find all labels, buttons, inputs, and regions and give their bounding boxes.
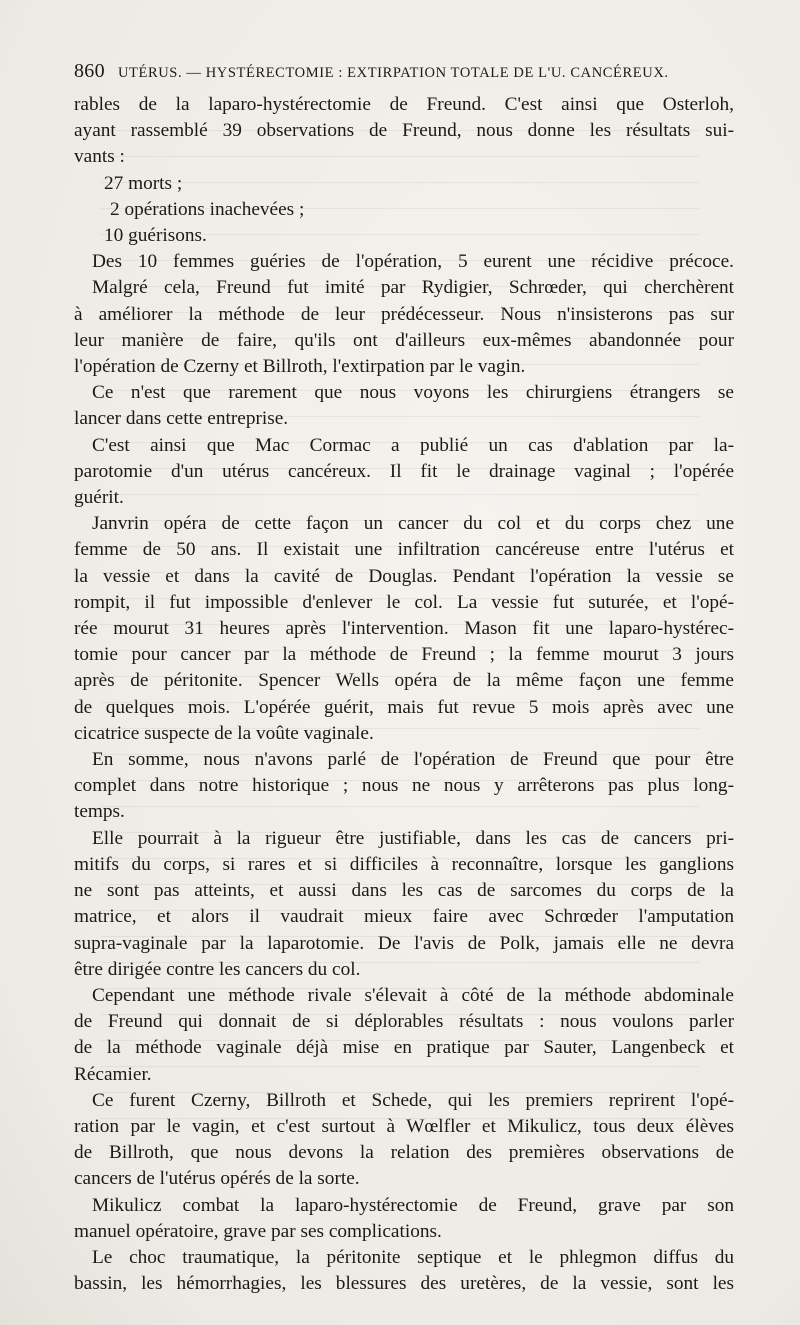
text-line: cicatrice suspecte de la voûte vaginale.: [74, 722, 374, 744]
text-line: matrice, et alors il vaudrait mieux faire avec Schrœder l'amputation: [74, 906, 734, 928]
text-line: rée mourut 31 heures après l'intervention. Mason fit une laparo-hystérec-: [74, 618, 734, 640]
text-line: à améliorer la méthode de leur prédécesseur. Nous n'insisterons pas sur: [74, 303, 734, 325]
text-line: mitifs du corps, si rares et si difficiles à reconnaître, lorsque les ganglions: [74, 853, 734, 875]
text-line: Janvrin opéra de cette façon un cancer du col et du corps chez une: [92, 513, 734, 535]
text-line: Récamier.: [74, 1063, 152, 1085]
text-line: tomie pour cancer par la méthode de Freund ; la femme mourut 3 jours: [74, 644, 734, 666]
text-line: manuel opératoire, grave par ses complications.: [74, 1220, 442, 1242]
text-line: après de péritonite. Spencer Wells opéra de la même façon une femme: [74, 670, 734, 692]
text-line: de la méthode vaginale déjà mise en pratique par Sauter, Langenbeck et: [74, 1037, 734, 1059]
text-line: bassin, les hémorrhagies, les blessures des uretères, de la vessie, sont les: [74, 1273, 734, 1295]
text-line: Malgré cela, Freund fut imité par Rydigier, Schrœder, qui cherchèrent: [92, 277, 734, 299]
text-line: ne sont pas atteints, et aussi dans les cas de sarcomes du corps de la: [74, 880, 734, 902]
text-line: vants :: [74, 146, 125, 168]
running-head: UTÉRUS. — HYSTÉRECTOMIE : EXTIRPATION TOTALE DE L'U. CANCÉREUX.: [117, 65, 669, 81]
text-line: Elle pourrait à la rigueur être justifiable, dans les cas de cancers pri-: [92, 827, 734, 849]
text-line: de quelques mois. L'opérée guérit, mais fut revue 5 mois après avec une: [74, 696, 734, 718]
body-text: [74, 92, 734, 1297]
text-line: Le choc traumatique, la péritonite septique et le phlegmon diffus du: [92, 1246, 734, 1268]
text-line: de Billroth, que nous devons la relation des premières observations de: [74, 1142, 734, 1164]
text-line: leur manière de faire, qu'ils ont d'ailleurs eux-mêmes abandonnée pour: [74, 329, 734, 351]
text-line: C'est ainsi que Mac Cormac a publié un cas d'ablation par la-: [92, 434, 734, 456]
text-line: ayant rassemblé 39 observations de Freund, nous donne les résultats sui-: [74, 120, 734, 142]
text-line: Mikulicz combat la laparo-hystérectomie de Freund, grave par son: [92, 1194, 734, 1216]
text-line: femme de 50 ans. Il existait une infiltration cancéreuse entre l'utérus et: [74, 539, 734, 561]
text-line: être dirigée contre les cancers du col.: [74, 958, 361, 980]
page-number: 860: [74, 60, 105, 82]
page-header: [74, 60, 734, 83]
statistic-line: 2 opérations inachevées ;: [110, 198, 305, 220]
statistic-line: 10 guérisons.: [104, 225, 207, 247]
text-line: temps.: [74, 801, 125, 823]
text-line: Des 10 femmes guéries de l'opération, 5 eurent une récidive précoce.: [92, 251, 734, 273]
text-line: En somme, nous n'avons parlé de l'opération de Freund que pour être: [92, 749, 734, 771]
text-line: rables de la laparo-hystérectomie de Freund. C'est ainsi que Osterloh,: [74, 94, 734, 115]
text-line: l'opération de Czerny et Billroth, l'extirpation par le vagin.: [74, 356, 526, 378]
text-line: complet dans notre historique ; nous ne nous y arrêterons pas plus long-: [74, 775, 734, 797]
text-line: rompit, il fut impossible d'enlever le col. La vessie fut suturée, et l'opé-: [74, 591, 734, 613]
text-line: guérit.: [74, 487, 124, 509]
text-line: Ce n'est que rarement que nous voyons les chirurgiens étrangers se: [92, 382, 734, 404]
text-line: supra-vaginale par la laparotomie. De l'avis de Polk, jamais elle ne devra: [74, 932, 734, 954]
statistic-line: 27 morts ;: [104, 172, 183, 194]
text-line: cancers de l'utérus opérés de la sorte.: [74, 1168, 360, 1190]
text-line: la vessie et dans la cavité de Douglas. Pendant l'opération la vessie se: [74, 565, 734, 587]
text-line: ration par le vagin, et c'est surtout à Wœlfler et Mikulicz, tous deux élèves: [74, 1115, 734, 1137]
text-line: parotomie d'un utérus cancéreux. Il fit le drainage vaginal ; l'opérée: [74, 460, 734, 482]
text-line: de Freund qui donnait de si déplorables résultats : nous voulons parler: [74, 1011, 734, 1033]
text-line: Cependant une méthode rivale s'élevait à côté de la méthode abdominale: [92, 984, 734, 1006]
text-line: lancer dans cette entreprise.: [74, 408, 289, 430]
text-line: Ce furent Czerny, Billroth et Schede, qui les premiers reprirent l'opé-: [92, 1089, 734, 1111]
